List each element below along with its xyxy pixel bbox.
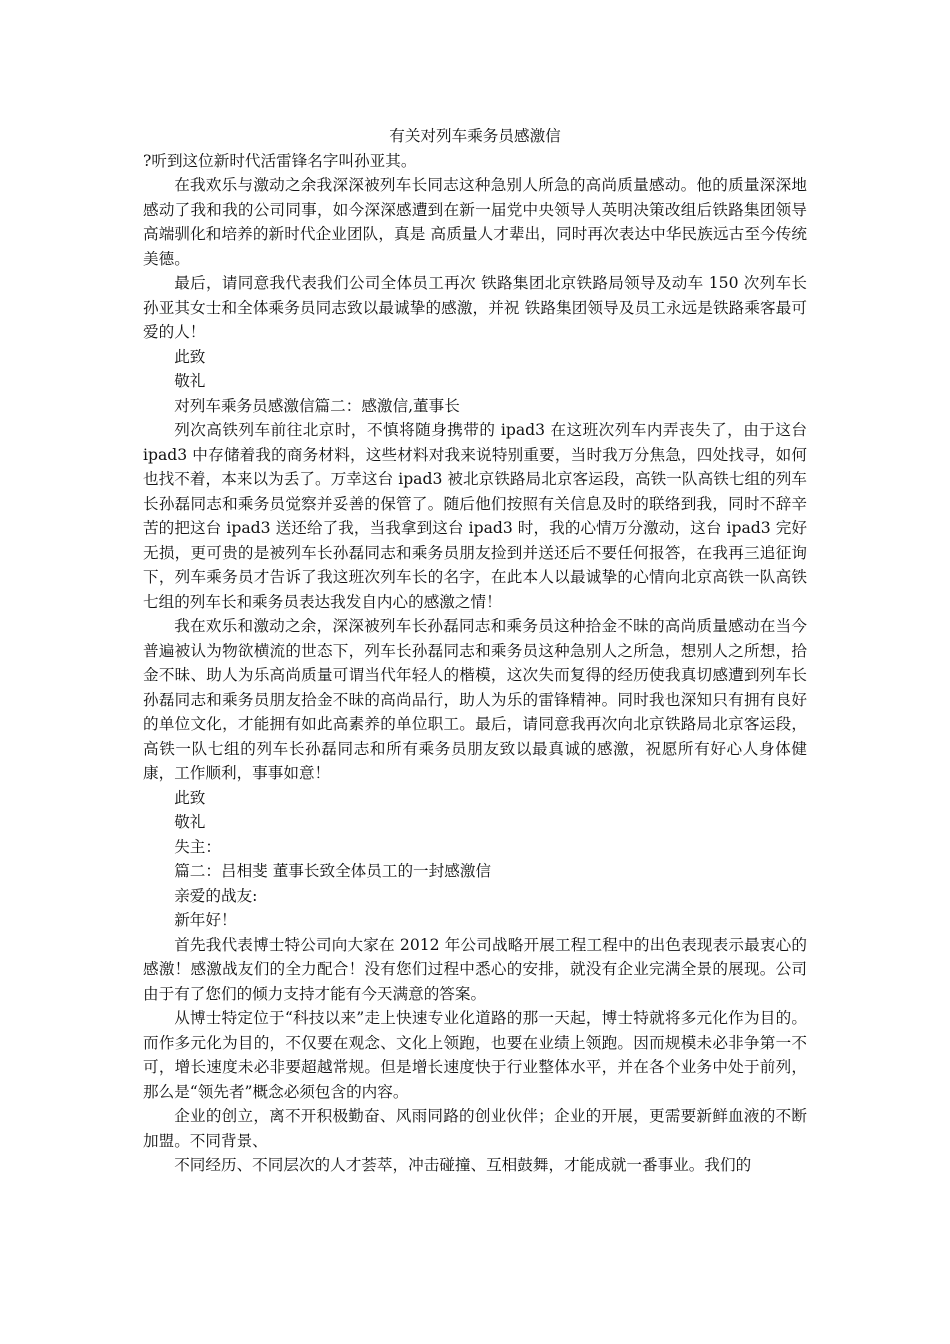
paragraph: 敬礼 bbox=[174, 372, 206, 390]
paragraph: 从博士特定位于“科技以来”走上快速专业化道路的那一天起，博士特就将多元化作为目的。而作多元化为目的，不仅要在观念、文化上领跑，也要在业绩上领跑。因而规模未必非争第一不可，增长速度未必非要超越常规。但是增长速度快于行业整体水平，并在各个业务中处于前列，那么是“领先者”概念必须包含的内容。 bbox=[143, 1009, 807, 1101]
paragraph: 此致 bbox=[174, 788, 206, 807]
paragraph: 篇二：吕相斐 董事长致全体员工的一封感激信 bbox=[174, 862, 492, 880]
document-page bbox=[143, 124, 807, 1178]
document-body bbox=[143, 149, 807, 1178]
paragraph: 最后，请同意我代表我们公司全体员工再次 铁路集团北京铁路局领导及动车 150 次列车长孙亚其女士和全体乘务员同志致以最诚挚的感激，并祝 铁路集团领导及员工永远是铁路乘客最可爱的人！ bbox=[143, 274, 807, 341]
paragraph: 在我欢乐与激动之余我深深被列车长同志这种急别人所急的高尚质量感动。他的质量深深地感动了我和我的公司同事，如今深深感遭到在新一届党中央领导人英明决策改组后铁路集团领导高端驯化和培养的新时代企业团队，真是 高质量人才辈出，同时再次表达中华民族远古至今传统美德。 bbox=[143, 176, 807, 268]
paragraph: 敬礼 bbox=[174, 813, 206, 831]
paragraph: 不同经历、不同层次的人才荟萃，冲击碰撞、互相鼓舞，才能成就一番事业。我们的 bbox=[174, 1156, 752, 1174]
paragraph: 对列车乘务员感激信篇二：感激信,董事长 bbox=[174, 396, 460, 415]
paragraph: 失主： bbox=[174, 837, 221, 856]
paragraph: 企业的创立，离不开积极勤奋、风雨同路的创业伙伴；企业的开展，更需要新鲜血液的不断加盟。不同背景、 bbox=[143, 1107, 807, 1150]
paragraph: 亲爱的战友: bbox=[174, 886, 258, 905]
paragraph: ?听到这位新时代活雷锋名字叫孙亚其。 bbox=[143, 151, 417, 170]
paragraph: 列次高铁列车前往北京时，不慎将随身携带的 ipad3 在这班次列车内弄丧失了，由于这台 ipad3 中存储着我的商务材料，这些材料对我来说特别重要，当时我万分焦急，四处找寻，如何也找不着，本来以为丢了。万幸这台 ipad3 被北京铁路局北京客运段，高铁一队高铁七组的列车长孙磊同志和乘务员觉察并妥善的保管了。随后他们按照有关信息及时的联络到我，同时不辞辛苦的把这台 ipad3 送还给了我，当我拿到这台 ipad3 时，我的心情万分激动，这台 ipad3 完好无损，更可贵的是被列车长孙磊同志和乘务员朋友捡到并送还后不要任何报答，在我再三追征询下，列车乘务员才告诉了我这班次列车长的名字，在此本人以最诚挚的心情向北京高铁一队高铁七组的列车长和乘务员表达我发自内心的感激之情！ bbox=[143, 421, 807, 611]
paragraph: 我在欢乐和激动之余，深深被列车长孙磊同志和乘务员这种拾金不昧的高尚质量感动在当今普遍被认为物欲横流的世态下，列车长孙磊同志和乘务员这种急别人之所急，想别人之所想，拾金不昧、助人为乐高尚质量可谓当代年轻人的楷模，这次失而复得的经历使我真切感遭到列车长孙磊同志和乘务员朋友拾金不昧的高尚品行，助人为乐的雷锋精神。同时我也深知只有拥有良好的单位文化，才能拥有如此高素养的单位职工。最后，请同意我再次向北京铁路局北京客运段，高铁一队七组的列车长孙磊同志和所有乘务员朋友致以最真诚的感激，祝愿所有好心人身体健康，工作顺利，事事如意！ bbox=[143, 617, 807, 782]
paragraph: 新年好！ bbox=[174, 911, 237, 929]
paragraph: 首先我代表博士特公司向大家在 2012 年公司战略开展工程工程中的出色表现表示最衷心的感激！感激战友们的全力配合！没有您们过程中悉心的安排，就没有企业完满全景的展现。公司由于有了您们的倾力支持才能有今天满意的答案。 bbox=[143, 935, 807, 1003]
paragraph: 此致 bbox=[174, 347, 206, 366]
document-title: 有关对列车乘务员感激信 bbox=[389, 127, 561, 145]
